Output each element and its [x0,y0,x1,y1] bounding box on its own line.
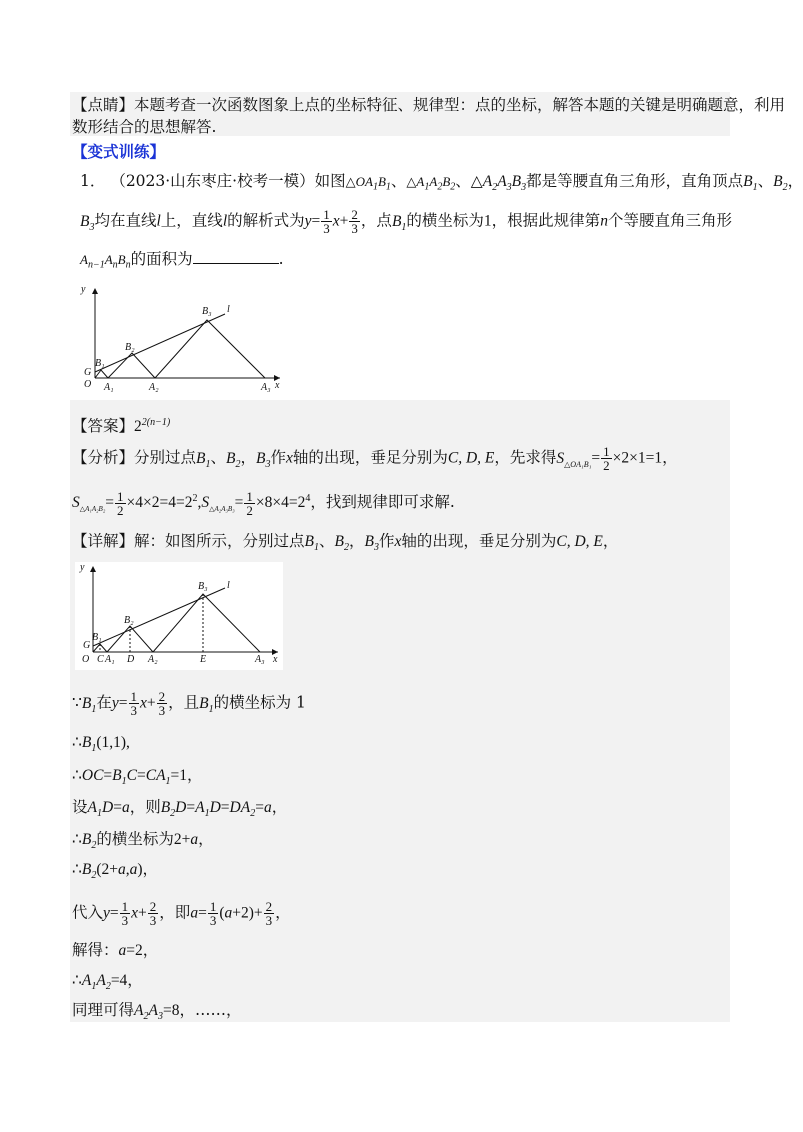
fig2-label-x: x [273,654,278,665]
step-text: ，且 [168,693,200,712]
problem-text: 个等腰直角三角形 [607,211,732,230]
step-text: 解得： [72,941,119,959]
step-text: ，……， [179,1001,242,1019]
step-5: $\therefore B_2$的横坐标为2+a， [72,830,214,852]
answer-blank[interactable] [193,249,279,264]
problem-text: 上，直线 [160,211,223,230]
fig1-label-a2: A₂ [149,382,159,393]
step-text: ，则 [129,798,161,816]
fenxi-text: ，找到规律即可求解. [310,493,455,512]
step-2: $\therefore B_1(1,1)$, [72,733,130,755]
step-6: $\therefore B_2(2+a,a)$， [72,860,159,882]
sep: ， [662,448,678,467]
fig1-label-x: x [275,380,280,391]
sep: 、 [319,532,335,550]
sep: 、 [390,172,407,190]
fig2-label-b1: B₁ [92,632,102,643]
step-8: 解得：a=2， [72,941,159,959]
fig2-label-b3: B₃ [198,581,208,592]
step-text: 的横坐标为 [96,830,174,848]
fig2-label-d: D [127,654,135,665]
step-7: 代入y= $\frac{1}{3}$ x+ $\frac{2}{3}$ ，即a= $\frac{1}{3}$ (a+2)+ $\frac{2}{3}$ ， [72,899,291,928]
problem-line-1: 1． （2023·山东枣庄·校考一模）如图$\triangle OA_1B_1$、$\triangle A_1A_2B_2$、$\triangle A_2A_3B_3$都是等腰直角三角形，直角顶点$B_1$、$B_2$， [80,172,803,194]
fig1-label-l: l [227,304,230,315]
step-text: 同理可得 [72,1001,135,1019]
problem-line-2: $B_3$均在直线l上，直线l的解析式为y= $\frac{1}{3}$ x+ $\frac{2}{3}$ ，点$B_1$的横坐标为1，根据此规律第n个等腰直角三角形 [80,207,732,236]
sep: 、 [455,172,471,190]
fig2-label-a2: A₂ [148,654,158,665]
step-text: 的横坐标为 1 [213,693,306,712]
problem-line-3: $A_{n-1}A_nB_n$的面积为 . [80,250,284,271]
problem-text: 均在直线 [94,211,157,230]
therefore-symbol: ∴ [72,830,82,848]
therefore-symbol: ∴ [72,971,82,989]
fenxi-text: 分别过点 [134,448,197,467]
fig2-label-a1: A₁ [105,654,115,665]
fig1-label-y: y [81,284,86,295]
xiangjie-text: 作 [378,532,395,550]
problem-number: 1． [80,172,106,190]
xiangjie-text: 轴的出现，垂足分别为 [401,532,557,550]
fig1-label-b1: B₁ [95,358,105,369]
problem-text: ，点 [360,211,392,230]
fig2-label-l: l [227,580,230,591]
sep: 、 [757,172,774,190]
fenxi-text: 轴的出现，垂足分别为 [292,448,448,467]
step-1: $\because B_1$在y= $\frac{1}{3}$ x+ $\frac{2}{3}$ ，且$B_1$的横坐标为 1 [72,689,306,718]
fenxi-text: 作 [270,448,286,467]
fenxi-text: ，先求得 [494,448,557,467]
fig2-label-c: C [97,654,104,665]
answer-exponent: 2(n−1) [141,417,171,428]
fig2-label-a3: A₃ [255,654,265,665]
fig2-label-y: y [80,562,85,573]
section-heading: 【变式训练】 [72,142,166,161]
xiangjie-label: 【详解】 [72,532,135,550]
step-10: 同理可得$A_2A_3=8$，……， [72,1001,242,1023]
fenxi-line-2: $S_{\triangle A_1A_2B_2}=$ $\frac{1}{2}$ $\times 4\times 2=4=2^2,S_{\triangle A_2A_3B_3}=$ $\frac{1}{2}$ $\times 8\times 4=2^4$，找到规律即可求解. [72,488,455,518]
step-text: 代入 [72,903,104,922]
fig2-label-o: O [82,654,90,665]
problem-text: 的面积为 [130,250,193,268]
sep: ， [602,532,619,550]
therefore-symbol: ∴ [72,733,82,751]
fig1-label-b2: B₂ [125,342,135,353]
sep: 、 [210,448,227,467]
fig1-label-g: G [84,367,92,378]
step-9: $\therefore A_1A_2=4$， [72,971,143,993]
step-text: 设 [72,798,88,816]
xiangjie-text: 解：如图所示，分别过点 [134,532,305,550]
xiangjie-line-1: 【详解】解：如图所示，分别过点$B_1$、$B_2$，$B_3$作x轴的出现，垂足分别为C, D, E， [72,532,619,554]
problem-text: 都是等腰直角三角形，直角顶点 [526,172,744,190]
step-text: 在 [96,693,112,712]
since-symbol: ∵ [72,693,82,712]
problem-text: 的横坐标为 [406,211,484,230]
fig2-label-b2: B₂ [124,615,134,626]
step-4: 设$A_1D=a$，则$B_2D=A_1D=DA_2=a$， [72,798,288,820]
fig1-label-o: O [84,379,92,390]
fig1-label-a1: A₁ [104,382,114,393]
problem-text: ，根据此规律第 [491,211,601,230]
problem-text: 的解析式为 [227,211,305,230]
answer-base: 2 [134,418,142,436]
step-text: ，即 [159,903,191,922]
fig1-label-a3: A₃ [261,382,271,393]
dianjing-line-1: 【点睛】本题考查一次函数图象上点的坐标特征、规律型：点的坐标，解答本题的关键是明确题意，利用 [72,96,786,114]
fig2-label-e: E [200,654,207,665]
answer-label: 【答案】 [72,417,135,436]
dianjing-line-2: 数形结合的思想解答. [72,118,217,136]
problem-source: （2023·山东枣庄·校考一模）如图 [110,172,346,190]
fenxi-line-1: 【分析】分别过点$B_1$、$B_2$，$B_3$作x轴的出现，垂足分别为C, D, E，先求得$S_{\triangle OA_1B_1}=$ $\frac{1}{2}$ ×2×1=1， [72,444,678,473]
sep: ， [348,532,365,550]
answer-line [72,412,170,438]
sep: ， [787,172,803,190]
figure-2 [75,562,283,670]
problem-text: . [278,250,284,268]
fig1-label-b3: B₃ [202,306,212,317]
step-3: $\therefore OC=B_1C=CA_1=1$， [72,766,203,788]
therefore-symbol: ∴ [72,766,82,784]
fig2-label-g: G [83,640,91,651]
fenxi-label: 【分析】 [72,448,135,467]
sep: ， [240,448,256,467]
figure-1 [75,284,285,394]
therefore-symbol: ∴ [72,860,82,878]
